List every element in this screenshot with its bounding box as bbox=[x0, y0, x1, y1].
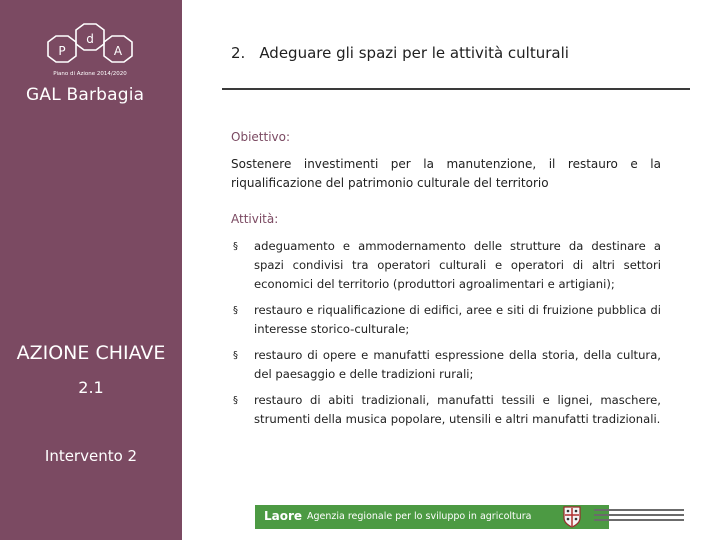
region-logo bbox=[594, 509, 684, 524]
bullet-icon: § bbox=[233, 241, 238, 252]
title-divider bbox=[222, 88, 690, 90]
logo-letter-p: P bbox=[58, 44, 66, 58]
agency-name: Agenzia regionale per lo sviluppo in agricoltura bbox=[307, 511, 532, 522]
key-action-number: 2.1 bbox=[78, 378, 104, 397]
list-item-text: adeguamento e ammodernamento delle strutture da destinare a spazi condivisi tra operatori culturali e operatori di altri settori economici del territorio (produttori agroalimentari e artigiani); bbox=[254, 239, 661, 291]
list-item-text: restauro di abiti tradizionali, manufatti tessili e lignei, maschere, strumenti della musica popolare, utensili e altri manufatti tradizionali. bbox=[254, 393, 661, 426]
activities-list bbox=[231, 237, 661, 436]
objective-text: Sostenere investimenti per la manutenzione, il restauro e la riqualificazione del patrimonio culturale del territorio bbox=[231, 157, 661, 190]
list-item bbox=[231, 301, 661, 339]
sidebar bbox=[0, 0, 182, 540]
agency-logo: Laore bbox=[264, 509, 303, 523]
objective-label: Obiettivo: bbox=[231, 130, 291, 144]
list-item-text: restauro e riqualificazione di edifici, aree e siti di fruizione pubblica di interesse storico-culturale; bbox=[254, 303, 661, 336]
intervention-label: Intervento 2 bbox=[44, 447, 138, 465]
bullet-icon: § bbox=[233, 350, 238, 361]
title-number: 2. bbox=[231, 44, 246, 62]
list-item bbox=[231, 237, 661, 294]
key-action-title: AZIONE CHIAVE bbox=[16, 342, 166, 364]
agency-banner bbox=[255, 505, 609, 529]
bullet-icon: § bbox=[233, 395, 238, 406]
bullet-icon: § bbox=[233, 305, 238, 316]
logo-letter-a: A bbox=[113, 44, 123, 58]
logo-letter-d: d bbox=[86, 32, 94, 46]
logo-tagline: Piano di Azione 2014/2020 bbox=[53, 71, 127, 77]
region-crest-icon bbox=[562, 505, 582, 529]
title-text: Adeguare gli spazi per le attività culturali bbox=[259, 44, 569, 62]
brand-name: GAL Barbagia bbox=[26, 85, 145, 105]
list-item-text: restauro di opere e manufatti espressione della storia, della cultura, del paesaggio e delle tradizioni rurali; bbox=[254, 348, 661, 381]
activities-label: Attività: bbox=[231, 212, 279, 226]
page-title bbox=[231, 44, 569, 62]
list-item bbox=[231, 391, 661, 429]
list-item bbox=[231, 346, 661, 384]
